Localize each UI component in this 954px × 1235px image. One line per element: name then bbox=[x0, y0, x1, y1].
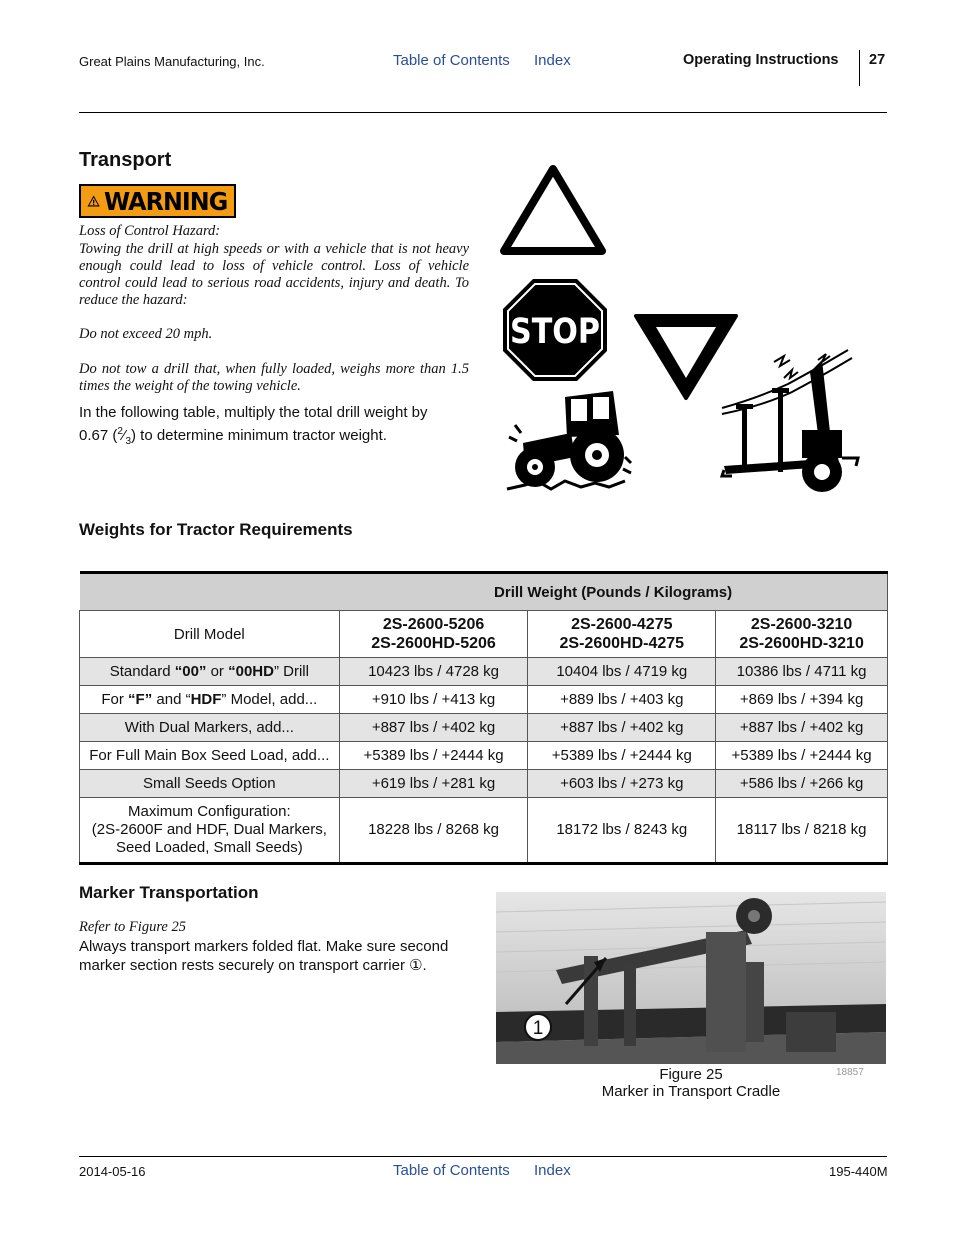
tractor-rollover-icon bbox=[505, 385, 633, 497]
drill-model-label: Drill Model bbox=[80, 611, 340, 658]
note-den: 3 bbox=[125, 436, 131, 447]
warning-label: WARNING bbox=[104, 186, 228, 216]
model-column-header: 2S-2600-5206 2S-2600HD-5206 bbox=[339, 611, 528, 658]
table-cell: 18117 lbs / 8218 kg bbox=[716, 798, 888, 864]
note-num: 2 bbox=[117, 426, 123, 437]
footer-rule bbox=[79, 1156, 887, 1157]
figure-reference: Refer to Figure 25 bbox=[79, 919, 186, 935]
table-models-row bbox=[80, 611, 888, 658]
transport-title: Transport bbox=[79, 149, 172, 171]
hazard-rule-weight: Do not tow a drill that, when fully loaded, weighs more than 1.5 times the weight of the towing vehicle. bbox=[79, 361, 469, 394]
table-row bbox=[80, 798, 888, 864]
power-line-hazard-icon bbox=[718, 348, 862, 496]
table-row bbox=[80, 742, 888, 770]
weights-table bbox=[79, 571, 888, 865]
table-row bbox=[80, 714, 888, 742]
table-cell: +5389 lbs / +2444 kg bbox=[716, 742, 888, 770]
table-header-drill-weight: Drill Weight (Pounds / Kilograms) bbox=[339, 573, 887, 611]
note-sep: ⁄ bbox=[122, 427, 126, 444]
table-header-blank bbox=[80, 573, 340, 611]
row-label: Small Seeds Option bbox=[80, 770, 340, 798]
table-cell: 18172 lbs / 8243 kg bbox=[528, 798, 716, 864]
table-cell: 18228 lbs / 8268 kg bbox=[339, 798, 528, 864]
marker-cradle-image bbox=[496, 892, 886, 1064]
table-cell: 10404 lbs / 4719 kg bbox=[528, 658, 716, 686]
table-cell: 10386 lbs / 4711 kg bbox=[716, 658, 888, 686]
stop-sign-icon bbox=[502, 278, 608, 382]
header-divider bbox=[859, 50, 860, 86]
figure-title: Marker in Transport Cradle bbox=[601, 1083, 781, 1100]
figure-caption bbox=[496, 1066, 886, 1100]
hazard-text: Towing the drill at high speeds or with a vehicle that is not heavy enough could lead to loss of vehicle control. Loss of vehicle control could lead to serious road accidents, injury and death. To reduce the hazard: bbox=[79, 241, 469, 308]
marker-title: Marker Transportation bbox=[79, 883, 259, 902]
marker-instructions: Always transport markers folded flat. Make sure second marker section rests securely on transport carrier ①. bbox=[79, 938, 449, 974]
model-column-header: 2S-2600-4275 2S-2600HD-4275 bbox=[528, 611, 716, 658]
table-cell: +910 lbs / +413 kg bbox=[339, 686, 528, 714]
warning-triangle-sign-icon bbox=[500, 165, 606, 257]
note-pre: 0.67 ( bbox=[79, 427, 118, 444]
table-cell: +889 lbs / +403 kg bbox=[528, 686, 716, 714]
row-label: For Full Main Box Seed Load, add... bbox=[80, 742, 340, 770]
table-cell: +586 lbs / +266 kg bbox=[716, 770, 888, 798]
section-name: Operating Instructions bbox=[683, 52, 839, 68]
callout-number: 1 bbox=[532, 1018, 544, 1039]
company-name: Great Plains Manufacturing, Inc. bbox=[79, 54, 265, 69]
index-link-header[interactable]: Index bbox=[534, 52, 571, 69]
table-cell: +5389 lbs / +2444 kg bbox=[339, 742, 528, 770]
note-post: ) to determine minimum tractor weight. bbox=[131, 427, 387, 444]
table-cell: +619 lbs / +281 kg bbox=[339, 770, 528, 798]
header-rule bbox=[79, 112, 887, 113]
table-cell: +869 lbs / +394 kg bbox=[716, 686, 888, 714]
table-cell: 10423 lbs / 4728 kg bbox=[339, 658, 528, 686]
toc-link-footer[interactable]: Table of Contents bbox=[393, 1162, 510, 1179]
row-label-standard: Standard “00” or “00HD” Drill bbox=[80, 658, 340, 686]
table-cell: +887 lbs / +402 kg bbox=[716, 714, 888, 742]
footer-doc-number: 195-440M bbox=[829, 1164, 888, 1179]
table-cell: +887 lbs / +402 kg bbox=[339, 714, 528, 742]
figure-number: Figure 25 bbox=[659, 1066, 723, 1083]
row-label: With Dual Markers, add... bbox=[80, 714, 340, 742]
tractor-weight-note bbox=[79, 403, 479, 451]
note-line1: In the following table, multiply the total drill weight by bbox=[79, 404, 428, 421]
hazard-title: Loss of Control Hazard: bbox=[79, 223, 221, 239]
row-label-f-model: For “F” and “HDF” Model, add... bbox=[80, 686, 340, 714]
warning-triangle-icon bbox=[87, 190, 100, 212]
index-link-footer[interactable]: Index bbox=[534, 1162, 571, 1179]
stop-sign-text: STOP bbox=[510, 312, 600, 352]
table-cell: +887 lbs / +402 kg bbox=[528, 714, 716, 742]
table-row bbox=[80, 686, 888, 714]
table-row bbox=[80, 658, 888, 686]
table-row bbox=[80, 770, 888, 798]
figure-id: 18857 bbox=[836, 1067, 864, 1078]
marker-photo bbox=[496, 892, 886, 1064]
row-label-max-config: Maximum Configuration: (2S-2600F and HDF, Dual Markers, Seed Loaded, Small Seeds) bbox=[80, 798, 340, 864]
model-column-header: 2S-2600-3210 2S-2600HD-3210 bbox=[716, 611, 888, 658]
table-cell: +603 lbs / +273 kg bbox=[528, 770, 716, 798]
footer-date: 2014-05-16 bbox=[79, 1164, 146, 1179]
page-number: 27 bbox=[869, 52, 886, 68]
table-header-row bbox=[80, 573, 888, 611]
hazard-rule-speed: Do not exceed 20 mph. bbox=[79, 326, 213, 342]
weights-title: Weights for Tractor Requirements bbox=[79, 520, 353, 539]
warning-badge bbox=[79, 184, 236, 218]
table-cell: +5389 lbs / +2444 kg bbox=[528, 742, 716, 770]
toc-link-header[interactable]: Table of Contents bbox=[393, 52, 510, 69]
